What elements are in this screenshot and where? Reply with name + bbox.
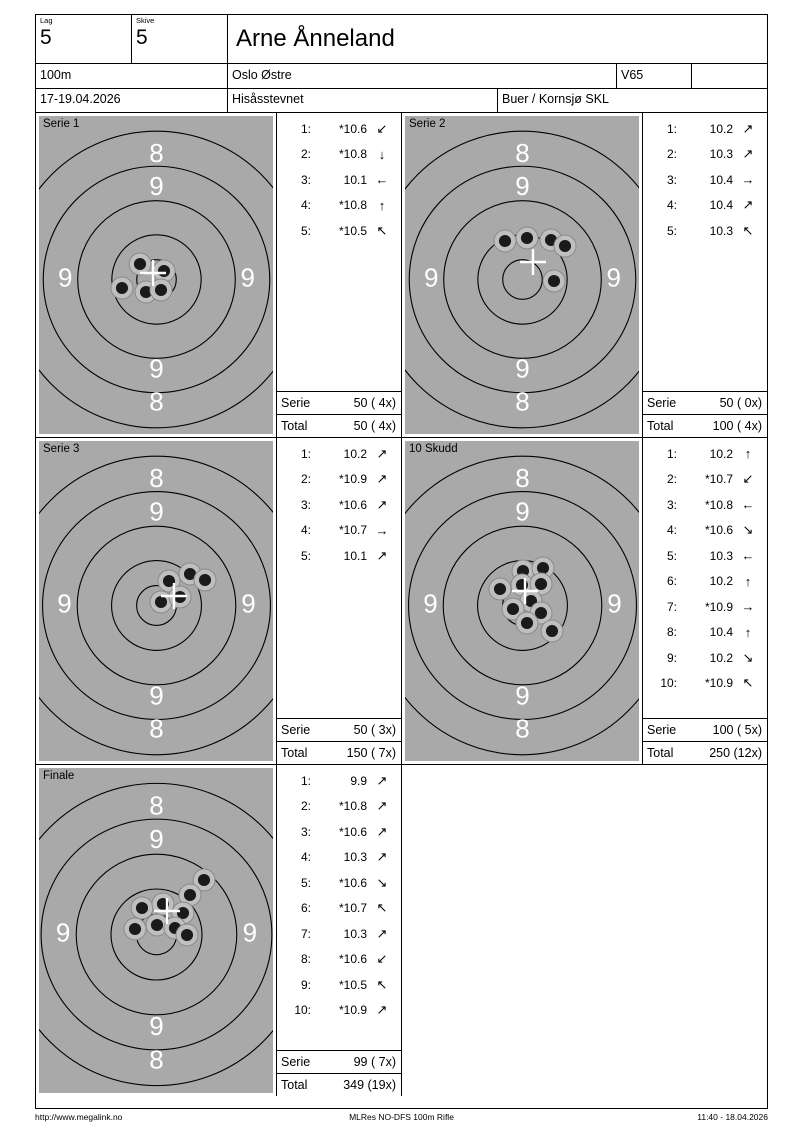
svg-text:9: 9 (515, 496, 530, 527)
shot-direction-icon: ↗ (376, 471, 388, 487)
shot-value: 10.3 (709, 223, 733, 238)
shot-row (643, 441, 767, 467)
shot-direction-icon: ↙ (742, 471, 754, 487)
shot-direction-icon: ↗ (742, 120, 754, 136)
target-rings (405, 441, 639, 761)
shot-value: 10.1 (343, 548, 367, 563)
shot-index: 5: (666, 548, 677, 563)
shot-rows (643, 438, 767, 718)
shot-row (643, 543, 767, 569)
shot-row (643, 492, 767, 518)
target-face[interactable] (402, 113, 643, 437)
series-sum-value: 50 ( 0x) (719, 396, 762, 410)
shot-value: 10.2 (709, 574, 733, 589)
shot-index: 8: (300, 952, 311, 967)
shot-index: 4: (300, 850, 311, 865)
shot-index: 3: (666, 497, 677, 512)
series-title: Finale (43, 770, 75, 782)
svg-text:9: 9 (55, 917, 71, 948)
shot-direction-icon: → (375, 522, 389, 538)
shot-index: 6: (666, 574, 677, 589)
shot-direction-icon: ↗ (376, 823, 388, 839)
shot-direction-icon: ↗ (376, 925, 388, 941)
shot-row (643, 218, 767, 244)
shot-direction-icon: ↘ (376, 874, 388, 890)
shot-index: 4: (666, 523, 677, 538)
svg-text:8: 8 (515, 713, 530, 744)
shot-index: 7: (666, 599, 677, 614)
shot-index: 2: (666, 147, 677, 162)
total-sum-label: Total (281, 1078, 308, 1092)
shot-row (277, 896, 401, 922)
svg-text:9: 9 (606, 262, 621, 293)
event-place: Hisåsstevnet (228, 89, 498, 112)
shot-direction-icon: ↙ (376, 120, 388, 136)
svg-text:8: 8 (515, 386, 530, 417)
shot-index: 4: (666, 198, 677, 213)
score-list (643, 113, 767, 437)
series-sum-row (277, 718, 401, 741)
shot-value: *10.7 (338, 523, 367, 538)
total-sum-value: 150 ( 7x) (346, 746, 396, 760)
result-sheet (35, 14, 768, 1109)
shot-row (643, 467, 767, 493)
svg-text:8: 8 (515, 138, 530, 169)
shot-row (277, 142, 401, 168)
shot-value: *10.5 (338, 977, 367, 992)
target-rings (39, 768, 273, 1093)
series-grid (36, 113, 767, 1096)
target-rings (39, 116, 273, 434)
total-sum-row (643, 414, 767, 437)
series-sum-label: Serie (647, 723, 677, 737)
shot-direction-icon: ↙ (376, 951, 388, 967)
total-sum-label: Total (647, 419, 674, 433)
series-panel (36, 438, 402, 764)
shot-direction-icon: ↖ (376, 976, 388, 992)
shot-row (277, 972, 401, 998)
shot-row (277, 441, 401, 467)
shot-value: 10.4 (709, 198, 733, 213)
shot-index: 4: (300, 198, 311, 213)
svg-text:9: 9 (607, 588, 622, 619)
shot-index: 5: (300, 875, 311, 890)
shot-index: 1: (300, 773, 311, 788)
shot-index: 3: (300, 497, 311, 512)
series-band-2 (36, 438, 767, 765)
shot-row (643, 167, 767, 193)
extra-value (692, 64, 767, 88)
shot-row (277, 819, 401, 845)
shot-row (643, 142, 767, 168)
series-panel (36, 113, 402, 437)
series-sum-row (643, 391, 767, 414)
skive-cell (132, 15, 228, 63)
shot-direction-icon: ↗ (376, 772, 388, 788)
shot-value: 10.3 (709, 147, 733, 162)
shot-value: *10.8 (338, 198, 367, 213)
shot-row (643, 569, 767, 595)
score-list (643, 438, 767, 764)
total-sum-row (643, 741, 767, 764)
shot-index: 5: (666, 223, 677, 238)
score-list (277, 113, 401, 437)
shot-index: 9: (300, 977, 311, 992)
club-value: Oslo Østre (228, 64, 617, 88)
shot-row (277, 768, 401, 794)
shot-direction-icon: ↖ (742, 675, 754, 691)
shot-index: 2: (666, 472, 677, 487)
shot-index: 9: (666, 650, 677, 665)
series-sum-value: 50 ( 4x) (353, 396, 396, 410)
series-sum-label: Serie (281, 723, 311, 737)
shot-value: 10.4 (709, 172, 733, 187)
footer-timestamp: 11:40 - 18.04.2026 (697, 1112, 768, 1122)
shot-value: 10.3 (709, 548, 733, 563)
svg-text:9: 9 (515, 353, 530, 384)
shot-value: *10.6 (338, 121, 367, 136)
shot-index: 2: (300, 147, 311, 162)
shot-value: *10.9 (704, 676, 733, 691)
shot-value: *10.6 (338, 497, 367, 512)
shot-index: 1: (666, 121, 677, 136)
shot-row (277, 845, 401, 871)
header-row-primary (36, 15, 767, 64)
shot-direction-icon: ↖ (376, 900, 388, 916)
class-value: V65 (617, 64, 692, 88)
shot-index: 6: (300, 901, 311, 916)
shot-index: 10: (660, 676, 677, 691)
shot-direction-icon: ↗ (376, 547, 388, 563)
series-sum-value: 99 ( 7x) (353, 1055, 396, 1069)
shot-direction-icon: ← (741, 548, 755, 564)
distance-value: 100m (36, 64, 228, 88)
shot-index: 1: (666, 446, 677, 461)
shot-row (277, 467, 401, 493)
shot-row (277, 492, 401, 518)
total-sum-row (277, 1073, 401, 1096)
shot-value: 10.2 (343, 446, 367, 461)
svg-text:8: 8 (149, 1044, 164, 1075)
svg-text:9: 9 (515, 171, 530, 202)
shot-direction-icon: ↗ (742, 146, 754, 162)
shot-row (277, 518, 401, 544)
shot-direction-icon: ← (741, 497, 755, 513)
series-sum-value: 100 ( 5x) (712, 723, 762, 737)
shot-row (643, 671, 767, 697)
shot-direction-icon: ↖ (376, 222, 388, 238)
series-title: Serie 3 (43, 443, 80, 455)
shot-direction-icon: ↗ (742, 197, 754, 213)
shot-value: 10.4 (709, 625, 733, 640)
svg-text:8: 8 (149, 138, 164, 169)
shot-value: *10.9 (338, 1003, 367, 1018)
footer-url[interactable]: http://www.megalink.no (35, 1112, 123, 1122)
shot-value: *10.6 (338, 952, 367, 967)
shot-value: 10.3 (343, 850, 367, 865)
shot-value: *10.6 (338, 824, 367, 839)
svg-text:8: 8 (515, 463, 530, 494)
shot-row (643, 116, 767, 142)
shot-direction-icon: ↗ (376, 798, 388, 814)
shot-index: 2: (300, 799, 311, 814)
series-title: Serie 2 (409, 118, 446, 130)
shot-index: 5: (300, 223, 311, 238)
svg-text:9: 9 (242, 917, 258, 948)
total-sum-row (277, 414, 401, 437)
total-sum-row (277, 741, 401, 764)
shot-index: 4: (300, 523, 311, 538)
svg-text:9: 9 (149, 824, 164, 854)
shot-value: 10.2 (709, 650, 733, 665)
lag-cell (36, 15, 132, 63)
series-sum-label: Serie (647, 396, 677, 410)
lag-label: Lag (40, 16, 53, 25)
shot-direction-icon: ← (375, 172, 389, 188)
shot-row (277, 543, 401, 569)
lag-value: 5 (40, 26, 52, 49)
skive-label: Skive (136, 16, 155, 25)
shot-value: *10.6 (704, 523, 733, 538)
svg-text:8: 8 (149, 790, 164, 821)
series-band-3 (36, 765, 767, 1096)
svg-text:9: 9 (149, 1010, 164, 1041)
total-sum-value: 100 ( 4x) (712, 419, 762, 433)
shot-index: 3: (300, 172, 311, 187)
shot-row (277, 167, 401, 193)
shot-row (643, 518, 767, 544)
svg-text:9: 9 (240, 262, 255, 293)
svg-text:8: 8 (149, 713, 164, 744)
series-panel (402, 438, 767, 764)
shot-rows (277, 438, 401, 718)
shot-value: *10.8 (338, 799, 367, 814)
target-face[interactable] (36, 113, 277, 437)
shot-direction-icon: ↑ (744, 446, 752, 462)
shot-value: *10.9 (338, 472, 367, 487)
shot-index: 5: (300, 548, 311, 563)
event-date: 17-19.04.2026 (36, 89, 228, 112)
target-face[interactable] (36, 438, 277, 764)
shot-value: 10.2 (709, 446, 733, 461)
total-sum-value: 250 (12x) (709, 746, 762, 760)
total-sum-value: 50 ( 4x) (353, 419, 396, 433)
series-title: Serie 1 (43, 118, 80, 130)
target-rings (405, 116, 639, 434)
shot-row (277, 870, 401, 896)
shot-row (277, 193, 401, 219)
shot-row (643, 620, 767, 646)
series-band-1 (36, 113, 767, 438)
svg-text:9: 9 (58, 262, 73, 293)
score-list (277, 765, 401, 1096)
series-panel (402, 113, 767, 437)
shot-index: 2: (300, 472, 311, 487)
shot-direction-icon: ↗ (376, 849, 388, 865)
shot-row (277, 998, 401, 1024)
shot-index: 7: (300, 926, 311, 941)
shot-row (277, 116, 401, 142)
shot-index: 1: (300, 121, 311, 136)
series-sum-label: Serie (281, 1055, 311, 1069)
shot-value: *10.6 (338, 875, 367, 890)
svg-text:9: 9 (424, 262, 439, 293)
target-rings (39, 441, 273, 761)
shot-index: 8: (666, 625, 677, 640)
shot-index: 3: (666, 172, 677, 187)
series-sum-row (277, 391, 401, 414)
shot-direction-icon: ↑ (744, 624, 752, 640)
team-name: Buer / Kornsjø SKL (502, 92, 609, 106)
shot-row (277, 794, 401, 820)
svg-text:9: 9 (515, 680, 530, 711)
shot-index: 1: (300, 446, 311, 461)
shot-direction-icon: ↗ (376, 1002, 388, 1018)
target-face[interactable] (402, 438, 643, 764)
shot-value: *10.5 (338, 223, 367, 238)
svg-text:9: 9 (149, 353, 164, 384)
shot-direction-icon: ↗ (376, 445, 388, 461)
shot-direction-icon: ↘ (742, 522, 754, 538)
target-face[interactable] (36, 765, 277, 1096)
shot-row (643, 645, 767, 671)
shot-row (277, 947, 401, 973)
score-list (277, 438, 401, 764)
svg-text:9: 9 (241, 588, 256, 619)
empty-panel (402, 765, 767, 1096)
total-sum-label: Total (281, 746, 308, 760)
shot-rows (643, 113, 767, 391)
series-sum-label: Serie (281, 396, 311, 410)
shooter-name: Arne Ånneland (236, 25, 395, 52)
shot-direction-icon: → (741, 599, 755, 615)
shot-index: 3: (300, 824, 311, 839)
shot-value: *10.7 (338, 901, 367, 916)
shot-value: 9.9 (350, 773, 367, 788)
shot-rows (277, 765, 401, 1050)
series-title: 10 Skudd (409, 443, 458, 455)
svg-text:8: 8 (149, 386, 164, 417)
shot-value: *10.8 (704, 497, 733, 512)
shot-value: 10.1 (343, 172, 367, 187)
shot-rows (277, 113, 401, 391)
svg-text:9: 9 (423, 588, 438, 619)
svg-text:9: 9 (57, 588, 72, 619)
shot-row (643, 193, 767, 219)
header-row-secondary (36, 64, 767, 89)
shooter-name-cell (228, 15, 767, 63)
svg-text:9: 9 (149, 680, 164, 711)
total-sum-value: 349 (19x) (343, 1078, 396, 1092)
shot-direction-icon: ↗ (376, 496, 388, 512)
series-sum-row (643, 718, 767, 741)
total-sum-label: Total (281, 419, 308, 433)
series-sum-value: 50 ( 3x) (353, 723, 396, 737)
shot-index: 10: (294, 1003, 311, 1018)
header-row-tertiary (36, 89, 767, 113)
svg-text:9: 9 (149, 496, 164, 527)
svg-text:8: 8 (149, 463, 164, 494)
shot-value: 10.3 (343, 926, 367, 941)
shot-direction-icon: → (741, 172, 755, 188)
shot-value: *10.8 (338, 147, 367, 162)
series-sum-row (277, 1050, 401, 1073)
shot-direction-icon: ↓ (378, 146, 386, 162)
shot-direction-icon: ↘ (742, 649, 754, 665)
shot-row (643, 594, 767, 620)
shot-direction-icon: ↑ (744, 573, 752, 589)
total-sum-label: Total (647, 746, 674, 760)
shot-direction-icon: ↖ (742, 222, 754, 238)
shot-row (277, 921, 401, 947)
shot-value: *10.7 (704, 472, 733, 487)
svg-text:9: 9 (149, 171, 164, 202)
footer-software: MLRes NO-DFS 100m Rifle (349, 1112, 454, 1122)
shot-direction-icon: ↑ (378, 197, 386, 213)
page-footer (35, 1112, 768, 1122)
shot-value: 10.2 (709, 121, 733, 136)
series-panel (36, 765, 402, 1096)
skive-value: 5 (136, 26, 148, 49)
shot-value: *10.9 (704, 599, 733, 614)
shot-row (277, 218, 401, 244)
